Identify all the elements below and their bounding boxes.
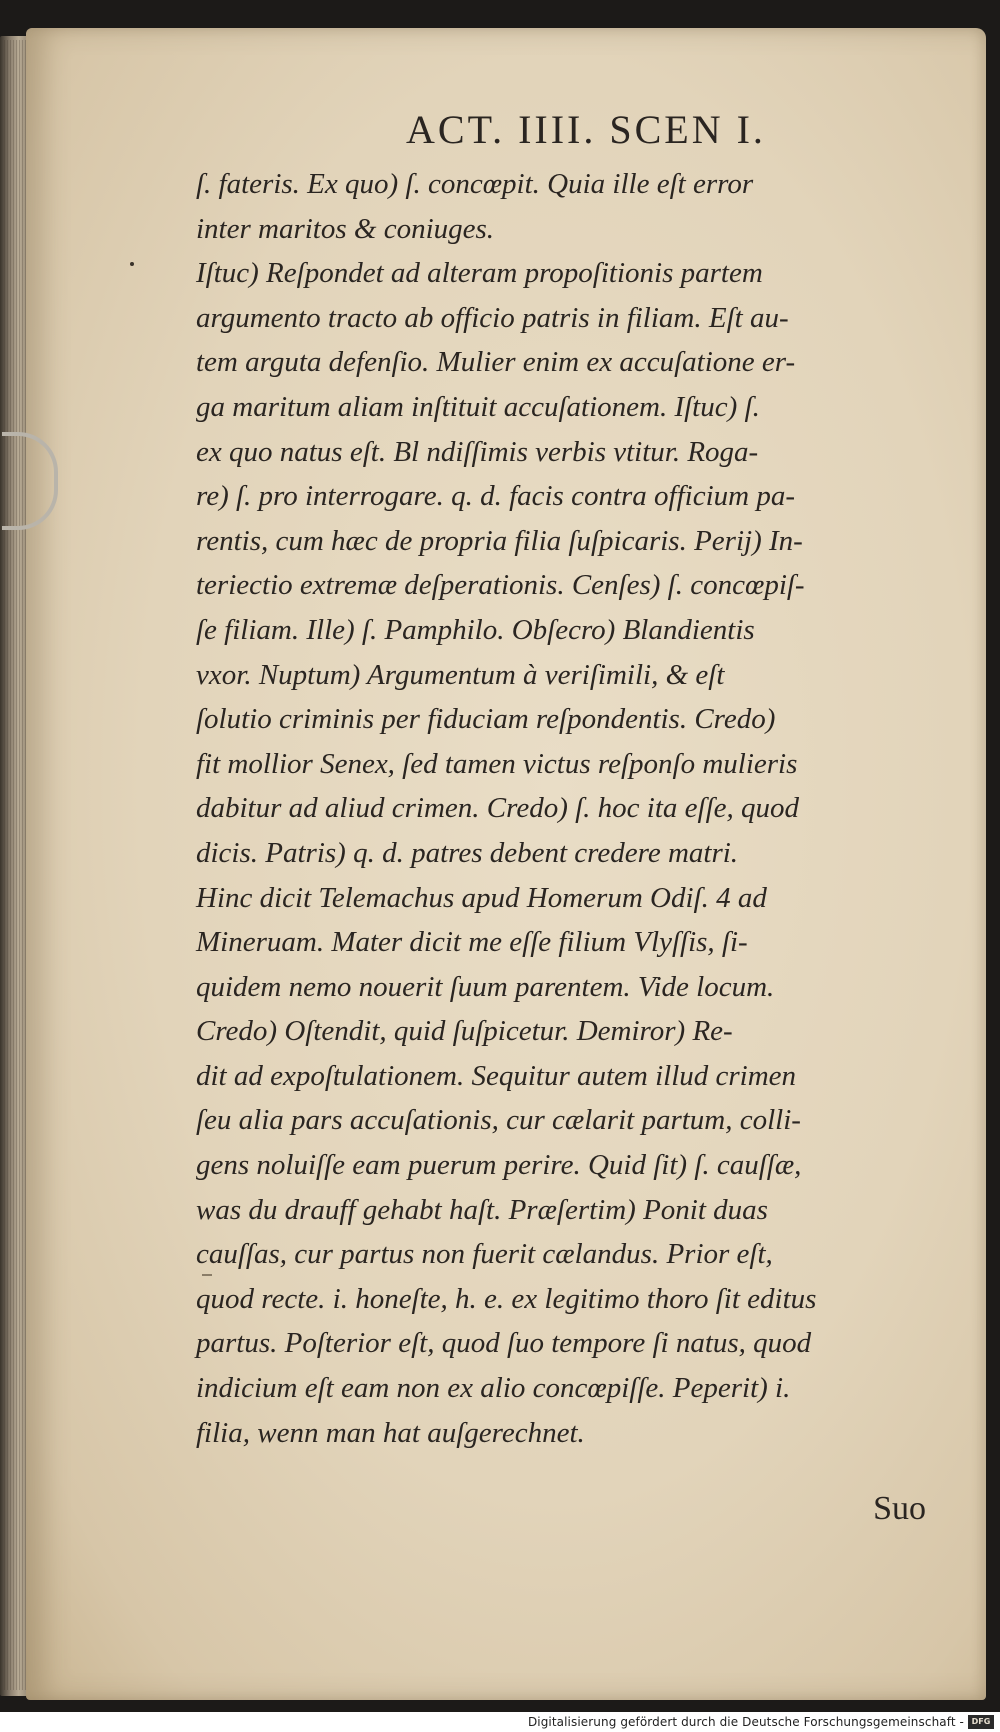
text-line: vxor. Nuptum) Argumentum à veriſimili, & eſt <box>196 658 725 691</box>
text-line: teriectio extremæ deſperationis. Cenſes) ſ. concœpiſ- <box>196 569 805 602</box>
text-line: rentis, cum hæc de propria filia ſuſpicaris. Perij) In- <box>196 524 803 557</box>
margin-ink-dot <box>130 262 134 266</box>
text-line: tem arguta defenſio. Mulier enim ex accuſatione er- <box>196 346 796 379</box>
footer-bar <box>0 1712 1000 1732</box>
text-line: quod recte. i. honeſte, h. e. ex legitimo thoro ſit editus <box>196 1282 817 1315</box>
text-line: ga maritum aliam inſtituit accuſationem. Iſtuc) ſ. <box>196 390 760 423</box>
text-line: fit mollior Senex, ſed tamen victus reſponſo mulieris <box>196 747 798 780</box>
text-line: partus. Poſterior eſt, quod ſuo tempore ſi natus, quod <box>196 1327 812 1360</box>
body-text <box>196 162 936 1455</box>
text-line: inter maritos & coniuges. <box>196 212 495 245</box>
text-line: Iſtuc) Reſpondet ad alteram propoſitionis partem <box>196 257 763 290</box>
text-line: filia, wenn man hat auſgerechnet. <box>196 1416 585 1449</box>
text-line: was du drauff gehabt haſt. Præſertim) Ponit duas <box>196 1193 768 1226</box>
paper-page <box>26 28 986 1700</box>
text-line: ex quo natus eſt. Bl ndiſſimis verbis vtitur. Roga- <box>196 435 759 468</box>
page-content <box>196 104 936 1455</box>
text-line: Hinc dicit Telemachus apud Homerum Odiſ. 4 ad <box>196 881 767 914</box>
text-line: Mineruam. Mater dicit me eſſe filium Vlyſſis, ſi- <box>196 926 748 959</box>
dfg-logo-icon: DFG <box>968 1715 994 1729</box>
text-line: indicium eſt eam non ex alio concœpiſſe. Peperit) i. <box>196 1372 791 1405</box>
text-line: re) ſ. pro interrogare. q. d. facis contra officium pa- <box>196 480 796 513</box>
text-line: gens noluiſſe eam puerum perire. Quid ſit) ſ. cauſſæ, <box>196 1149 802 1182</box>
text-line: ſolutio criminis per fiduciam reſpondentis. Credo) <box>196 703 776 736</box>
catchword: Suo <box>873 1490 926 1527</box>
text-line: quidem nemo nouerit ſuum parentem. Vide locum. <box>196 970 775 1003</box>
text-line: ſe filiam. Ille) ſ. Pamphilo. Obſecro) Blandientis <box>196 613 755 646</box>
text-line: cauſſas, cur partus non fuerit cælandus. Prior eſt, <box>196 1238 773 1271</box>
text-line: dicis. Patris) q. d. patres debent credere matri. <box>196 836 739 869</box>
text-line: argumento tracto ab officio patris in filiam. Eſt au- <box>196 301 789 334</box>
text-line: ſ. fateris. Ex quo) ſ. concœpit. Quia ille eſt error <box>196 168 754 200</box>
text-line: dit ad expoſtulationem. Sequitur autem illud crimen <box>196 1059 797 1092</box>
footer-credit: Digitalisierung gefördert durch die Deutsche Forschungsgemeinschaft - <box>527 1715 964 1729</box>
text-line: dabitur ad aliud crimen. Credo) ſ. hoc ita eſſe, quod <box>196 792 800 825</box>
running-head: ACT. IIII. SCEN I. <box>406 107 766 152</box>
margin-pencil-mark <box>202 1274 212 1276</box>
text-line: Credo) Oſtendit, quid ſuſpicetur. Demiror) Re- <box>196 1015 733 1048</box>
text-line: ſeu alia pars accuſationis, cur cælarit partum, colli- <box>196 1104 801 1137</box>
